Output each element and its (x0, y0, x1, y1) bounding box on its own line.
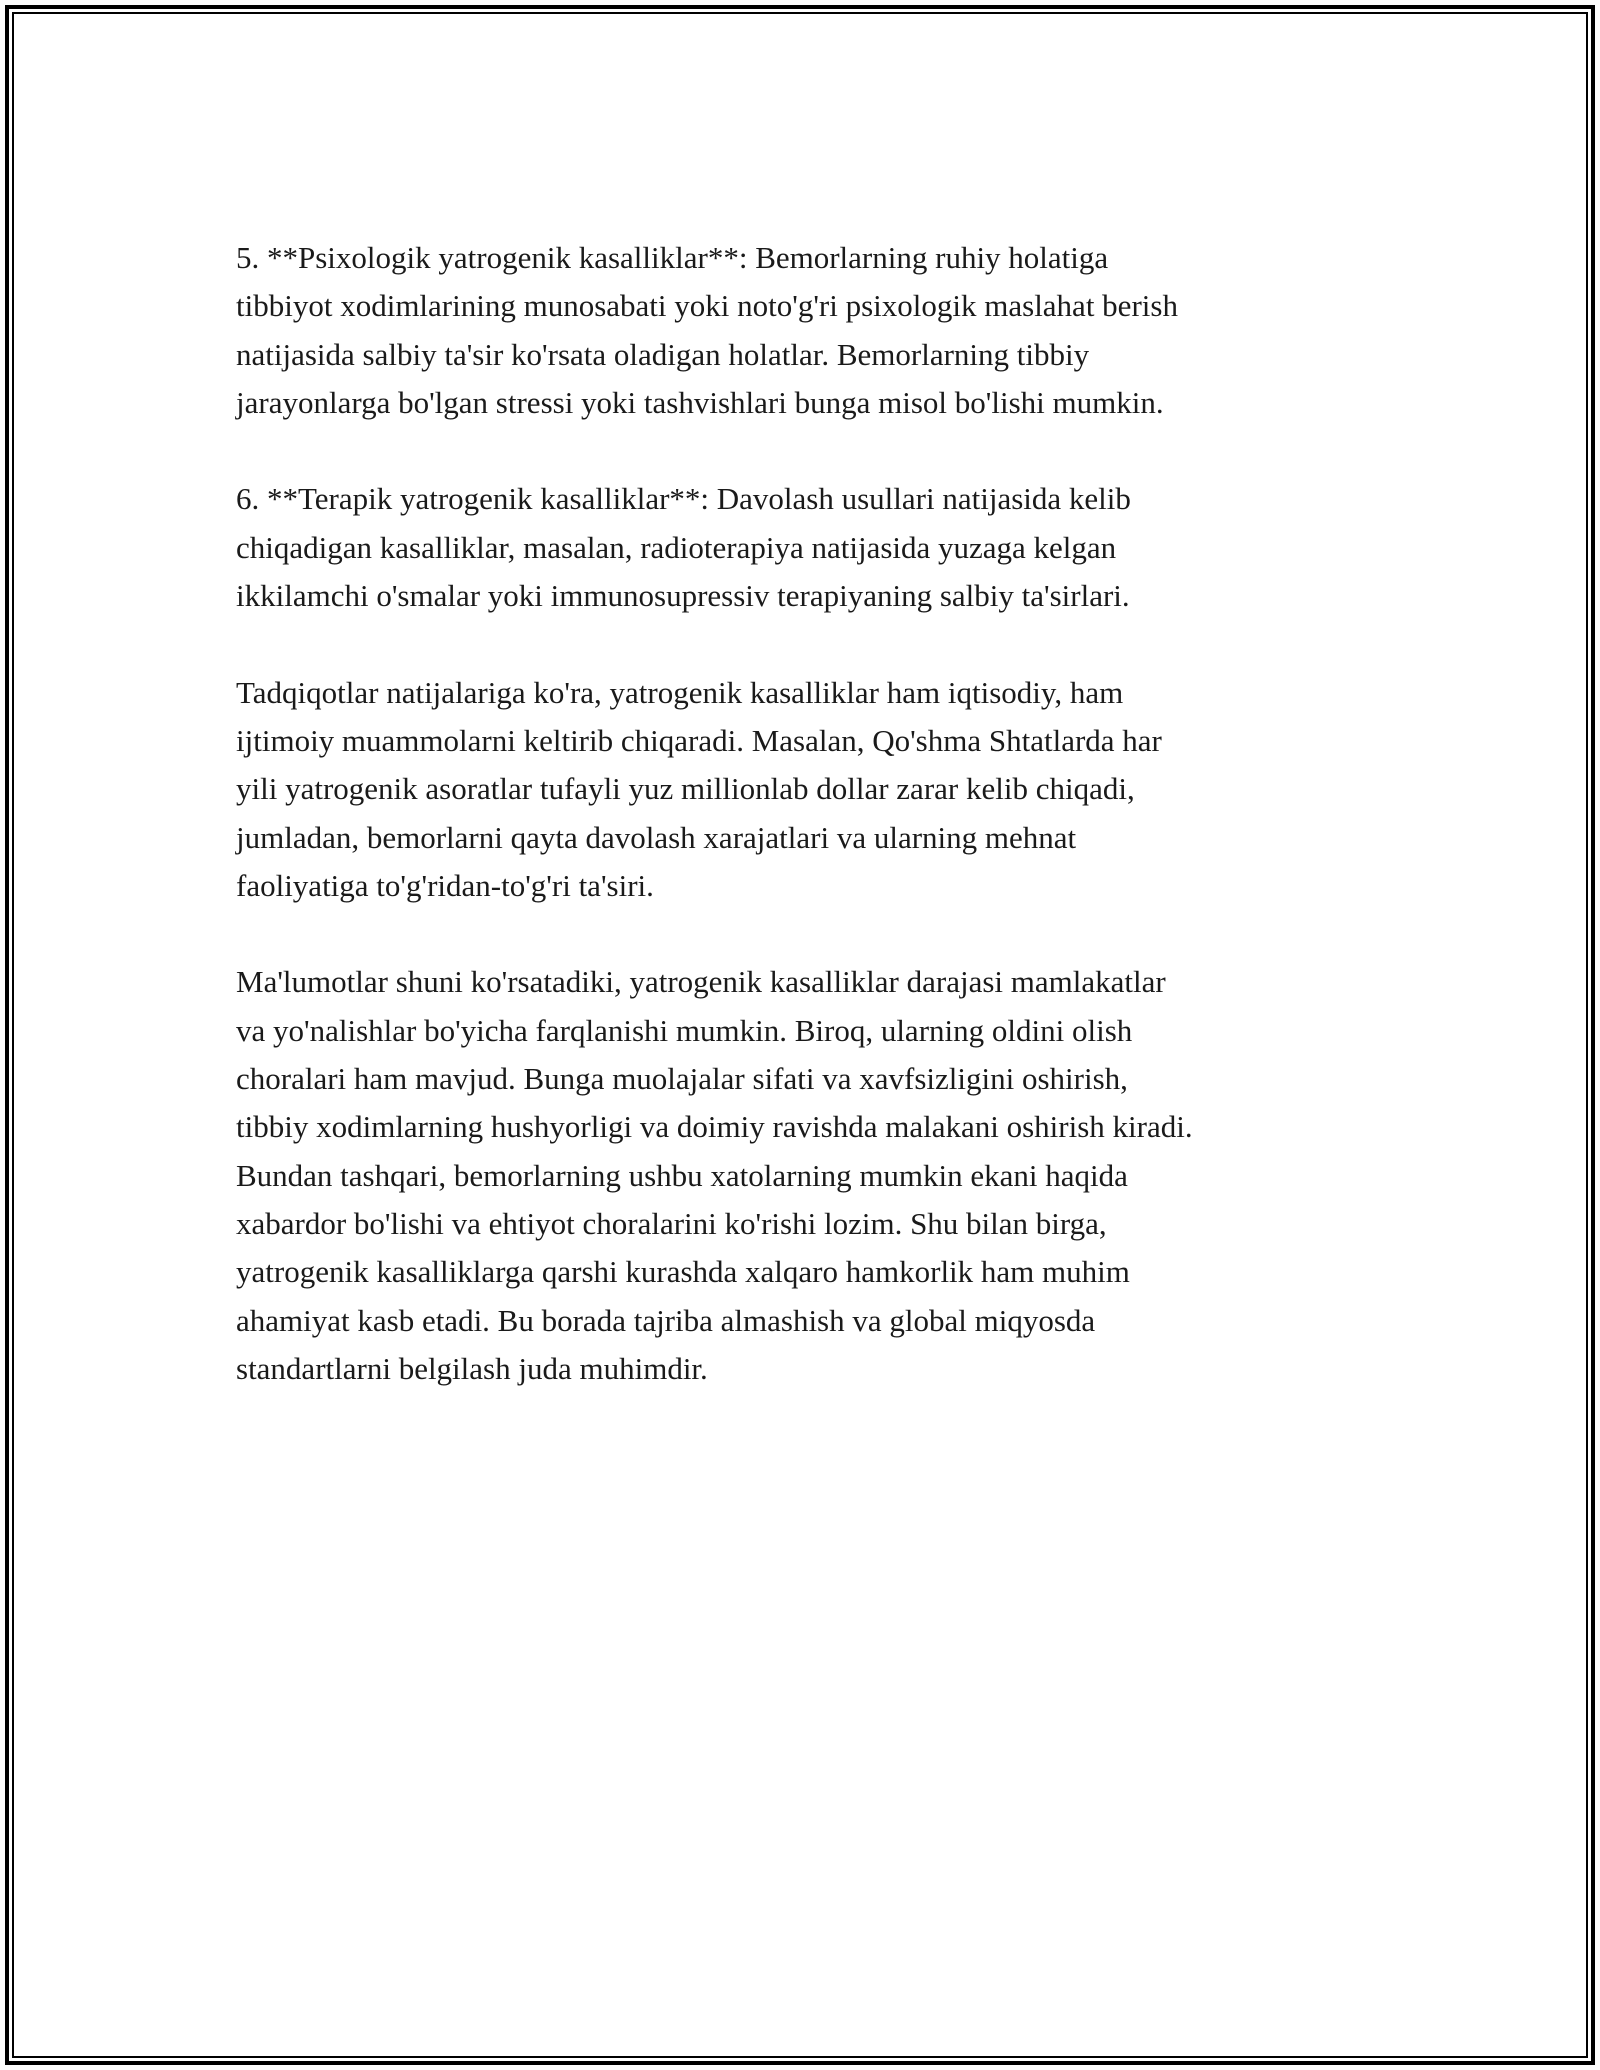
paragraph-research-findings: Tadqiqotlar natijalariga ko'ra, yatrogenik kasalliklar ham iqtisodiy, ham ijtimoiy muammolarni keltirib chiqaradi. Masalan, Qo'shma Shtatlarda har yili yatrogenik asoratlar tufayli yuz millionlab dollar zarar kelib chiqadi, jumladan, bemorlarni qayta davolash xarajatlari va ularning mehnat faoliyatiga to'g'ridan-to'g'ri ta'siri. (236, 674, 1162, 903)
paragraph-data-prevention: Ma'lumotlar shuni ko'rsatadiki, yatrogenik kasalliklar darajasi mamlakatlar va yo'nalishlar bo'yicha farqlanishi mumkin. Biroq, ularning oldini olish choralari ham mavjud. Bunga muolajalar sifati va xavfsizligini oshirish, tibbiy xodimlarning hushyorligi va doimiy ravishda malakani oshirish kiradi. Bundan tashqari, bemorlarning ushbu xatolarning mumkin ekani haqida xabardor bo'lishi va ehtiyot choralarini ko'rishi lozim. Shu bilan birga, yatrogenik kasalliklarga qarshi kurashda xalqaro hamkorlik ham muhim ahamiyat kasb etadi. Bu borada tajriba almashish va global miqyosda standartlarni belgilash juda muhimdir. (236, 964, 1193, 1386)
document-body (236, 234, 1376, 1441)
paragraph-therapeutic-iatrogenic: 6. **Terapik yatrogenik kasalliklar**: Davolash usullari natijasida kelib chiqadigan kasalliklar, masalan, radioterapiya natijasida yuzaga kelgan ikkilamchi o'smalar yoki immunosupressiv terapiyaning salbiy ta'sirlari. (236, 481, 1131, 614)
paragraph-psychological-iatrogenic: 5. **Psixologik yatrogenik kasalliklar**: Bemorlarning ruhiy holatiga tibbiyot xodimlarining munosabati yoki noto'g'ri psixologik maslahat berish natijasida salbiy ta'sir ko'rsata oladigan holatlar. Bemorlarning tibbiy jarayonlarga bo'lgan stressi yoki tashvishlari bunga misol bo'lishi mumkin. (236, 240, 1178, 420)
